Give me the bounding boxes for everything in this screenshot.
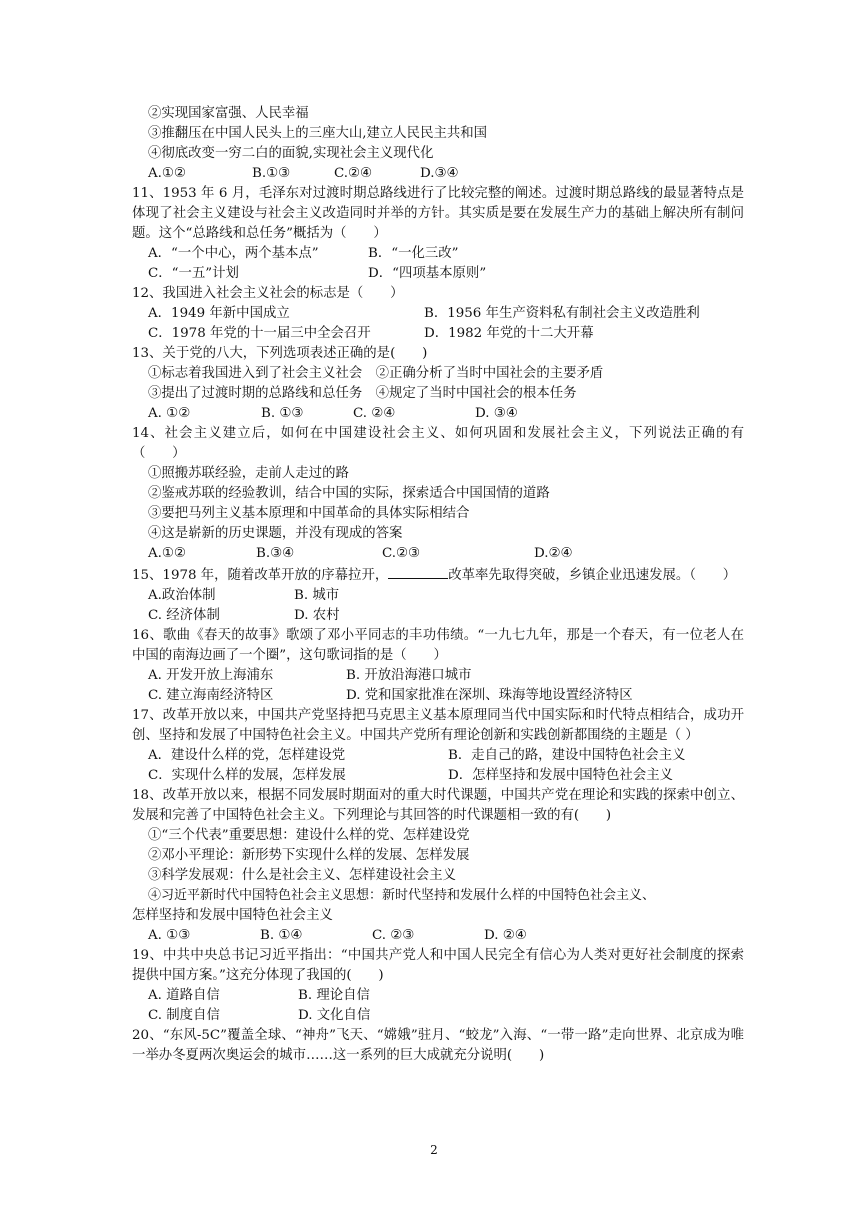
option-line: 怎样坚持和发展中国特色社会主义 bbox=[132, 908, 333, 923]
choice-c: C. 制度自信 bbox=[148, 1008, 220, 1023]
choice-b: B. 城市 bbox=[294, 588, 340, 603]
question-stem: 12、我国进入社会主义社会的标志是（ ） bbox=[132, 286, 404, 301]
option-line: ②邓小平理论：新形势下实现什么样的发展、怎样发展 bbox=[148, 848, 470, 863]
choice-b: B．“一化三改” bbox=[368, 246, 459, 261]
choice-c: C. ②④ bbox=[353, 406, 396, 421]
choice-row bbox=[132, 766, 744, 786]
choice-c: C.②③ bbox=[382, 546, 421, 561]
question-15 bbox=[132, 564, 744, 626]
option-line: ①照搬苏联经验，走前人走过的路 bbox=[148, 466, 349, 481]
choice-d: D．1982 年党的十二大开幕 bbox=[424, 326, 594, 341]
question-20 bbox=[132, 1026, 744, 1066]
question-11 bbox=[132, 184, 744, 284]
option-line: ①“三个代表”重要思想：建设什么样的党、怎样建设党 bbox=[148, 828, 470, 843]
choice-d: D．“四项基本原则” bbox=[368, 266, 487, 281]
question-stem: 17、改革开放以来，中国共产党坚持把马克思主义基本原理同当代中国实际和时代特点相结合，成功开创、坚持和发展了中国特色社会主义。中国共产党所有理论创新和实践创新都围绕的主题是（ ） bbox=[132, 708, 744, 743]
choice-row bbox=[132, 586, 744, 606]
choice-d: D. 农村 bbox=[294, 608, 340, 623]
choice-row bbox=[132, 324, 744, 344]
choice-c: C. ②③ bbox=[372, 928, 415, 943]
option-line: ④这是崭新的历史课题，并没有现成的答案 bbox=[148, 526, 403, 541]
option-line: ④习近平新时代中国特色社会主义思想：新时代坚持和发展什么样的中国特色社会主义、 bbox=[148, 888, 656, 903]
option-line: ④彻底改变一穷二白的面貌,实现社会主义现代化 bbox=[148, 146, 434, 161]
choice-a: A. 开发开放上海浦东 bbox=[148, 668, 274, 683]
choice-row bbox=[132, 244, 744, 264]
choice-row bbox=[132, 606, 744, 626]
choice-a: A.①② bbox=[148, 166, 186, 181]
question-list bbox=[132, 104, 744, 1066]
choice-a: A．建设什么样的党，怎样建设党 bbox=[148, 748, 346, 763]
choice-a: A. 道路自信 bbox=[148, 988, 220, 1003]
choice-c: C．实现什么样的发展，怎样发展 bbox=[148, 768, 346, 783]
choice-d: D.②④ bbox=[534, 546, 573, 561]
answer-blank bbox=[388, 564, 448, 579]
choice-c: C.②④ bbox=[334, 166, 373, 181]
choice-b: B．1956 年生产资料私有制社会主义改造胜利 bbox=[424, 306, 700, 321]
choice-row bbox=[132, 746, 744, 766]
choice-row bbox=[132, 404, 744, 424]
question-14 bbox=[132, 424, 744, 564]
choice-row bbox=[132, 164, 744, 184]
question-10-tail bbox=[132, 104, 744, 184]
stem-part: 改革率先取得突破，乡镇企业迅速发展。（ ） bbox=[448, 568, 737, 583]
choice-b: B. ①④ bbox=[260, 928, 303, 943]
choice-b: B. 理论自信 bbox=[298, 988, 370, 1003]
question-16 bbox=[132, 626, 744, 706]
choice-a: A.政治体制 bbox=[148, 588, 216, 603]
option-line: ②鉴戒苏联的经验教训，结合中国的实际，探索适合中国国情的道路 bbox=[148, 486, 550, 501]
choice-a: A. ①③ bbox=[148, 928, 191, 943]
question-stem: 11、1953 年 6 月，毛泽东对过渡时期总路线进行了比较完整的阐述。过渡时期总路线的最显著特点是体现了社会主义建设与社会主义改造同时并举的方针。其实质是要在发展生产力的基础上解决所有制问题。这个“总路线和总任务”概括为（ ） bbox=[132, 186, 744, 241]
choice-c: C．“一五”计划 bbox=[148, 266, 239, 281]
choice-c: C. 建立海南经济特区 bbox=[148, 688, 274, 703]
choice-b: B. 开放沿海港口城市 bbox=[346, 668, 472, 683]
option-line: ③科学发展观：什么是社会主义、怎样建设社会主义 bbox=[148, 868, 456, 883]
question-stem: 14、社会主义建立后，如何在中国建设社会主义、如何巩固和发展社会主义，下列说法正确的有（ ） bbox=[132, 426, 744, 461]
choice-d: D.③④ bbox=[420, 166, 459, 181]
choice-d: D. 党和国家批准在深圳、珠海等地设置经济特区 bbox=[346, 688, 633, 703]
choice-a: A．1949 年新中国成立 bbox=[148, 306, 290, 321]
question-stem: 19、中共中央总书记习近平指出：“中国共产党人和中国人民完全有信心为人类对更好社会制度的探索提供中国方案。”这充分体现了我国的( ) bbox=[132, 948, 744, 983]
choice-d: D. ③④ bbox=[475, 406, 518, 421]
choice-row bbox=[132, 544, 744, 564]
question-18 bbox=[132, 786, 744, 946]
choice-a: A.①② bbox=[148, 546, 186, 561]
choice-c: C．1978 年党的十一届三中全会召开 bbox=[148, 326, 371, 341]
choice-row bbox=[132, 264, 744, 284]
choice-d: D．怎样坚持和发展中国特色社会主义 bbox=[448, 768, 673, 783]
question-stem bbox=[132, 564, 744, 586]
option-line: ②实现国家富强、人民幸福 bbox=[148, 106, 309, 121]
question-stem: 13、关于党的八大，下列选项表述正确的是( ) bbox=[132, 346, 428, 361]
choice-row bbox=[132, 926, 744, 946]
choice-b: B.①③ bbox=[252, 166, 291, 181]
option-line: ③推翻压在中国人民头上的三座大山,建立人民民主共和国 bbox=[148, 126, 488, 141]
option-line: ③提出了过渡时期的总路线和总任务 ④规定了当时中国社会的根本任务 bbox=[148, 386, 577, 401]
choice-d: D. 文化自信 bbox=[298, 1008, 371, 1023]
choice-row bbox=[132, 986, 744, 1006]
question-stem: 20、“东风-5C”覆盖全球、“神舟”飞天、“嫦娥”驻月、“蛟龙”入海、“一带一路”走向世界、北京成为唯一举办冬夏两次奥运会的城市……这一系列的巨大成就充分说明( ) bbox=[132, 1028, 744, 1063]
option-line: ③要把马列主义基本原理和中国革命的具体实际相结合 bbox=[148, 506, 470, 521]
choice-a: A．“一个中心，两个基本点” bbox=[148, 246, 319, 261]
choice-b: B. ①③ bbox=[261, 406, 304, 421]
question-stem: 16、歌曲《春天的故事》歌颂了邓小平同志的丰功伟绩。“一九七九年，那是一个春天，有一位老人在中国的南海边画了一个圈”，这句歌词指的是（ ） bbox=[132, 628, 744, 663]
choice-row bbox=[132, 304, 744, 324]
option-line: ①标志着我国进入到了社会主义社会 ②正确分析了当时中国社会的主要矛盾 bbox=[148, 366, 604, 381]
choice-b: B．走自己的路，建设中国特色社会主义 bbox=[448, 748, 686, 763]
choice-a: A. ①② bbox=[148, 406, 191, 421]
choice-c: C. 经济体制 bbox=[148, 608, 220, 623]
question-13 bbox=[132, 344, 744, 424]
question-17 bbox=[132, 706, 744, 786]
choice-row bbox=[132, 686, 744, 706]
choice-d: D. ②④ bbox=[484, 928, 527, 943]
question-stem: 18、改革开放以来，根据不同发展时期面对的重大时代课题，中国共产党在理论和实践的探索中创立、发展和完善了中国特色社会主义。下列理论与其回答的时代课题相一致的有( ) bbox=[132, 788, 744, 823]
question-19 bbox=[132, 946, 744, 1026]
choice-b: B.③④ bbox=[256, 546, 295, 561]
choice-row bbox=[132, 1006, 744, 1026]
stem-part: 15、1978 年，随着改革开放的序幕拉开， bbox=[132, 568, 389, 583]
choice-row bbox=[132, 666, 744, 686]
page-number: 2 bbox=[430, 1143, 438, 1157]
question-12 bbox=[132, 284, 744, 344]
